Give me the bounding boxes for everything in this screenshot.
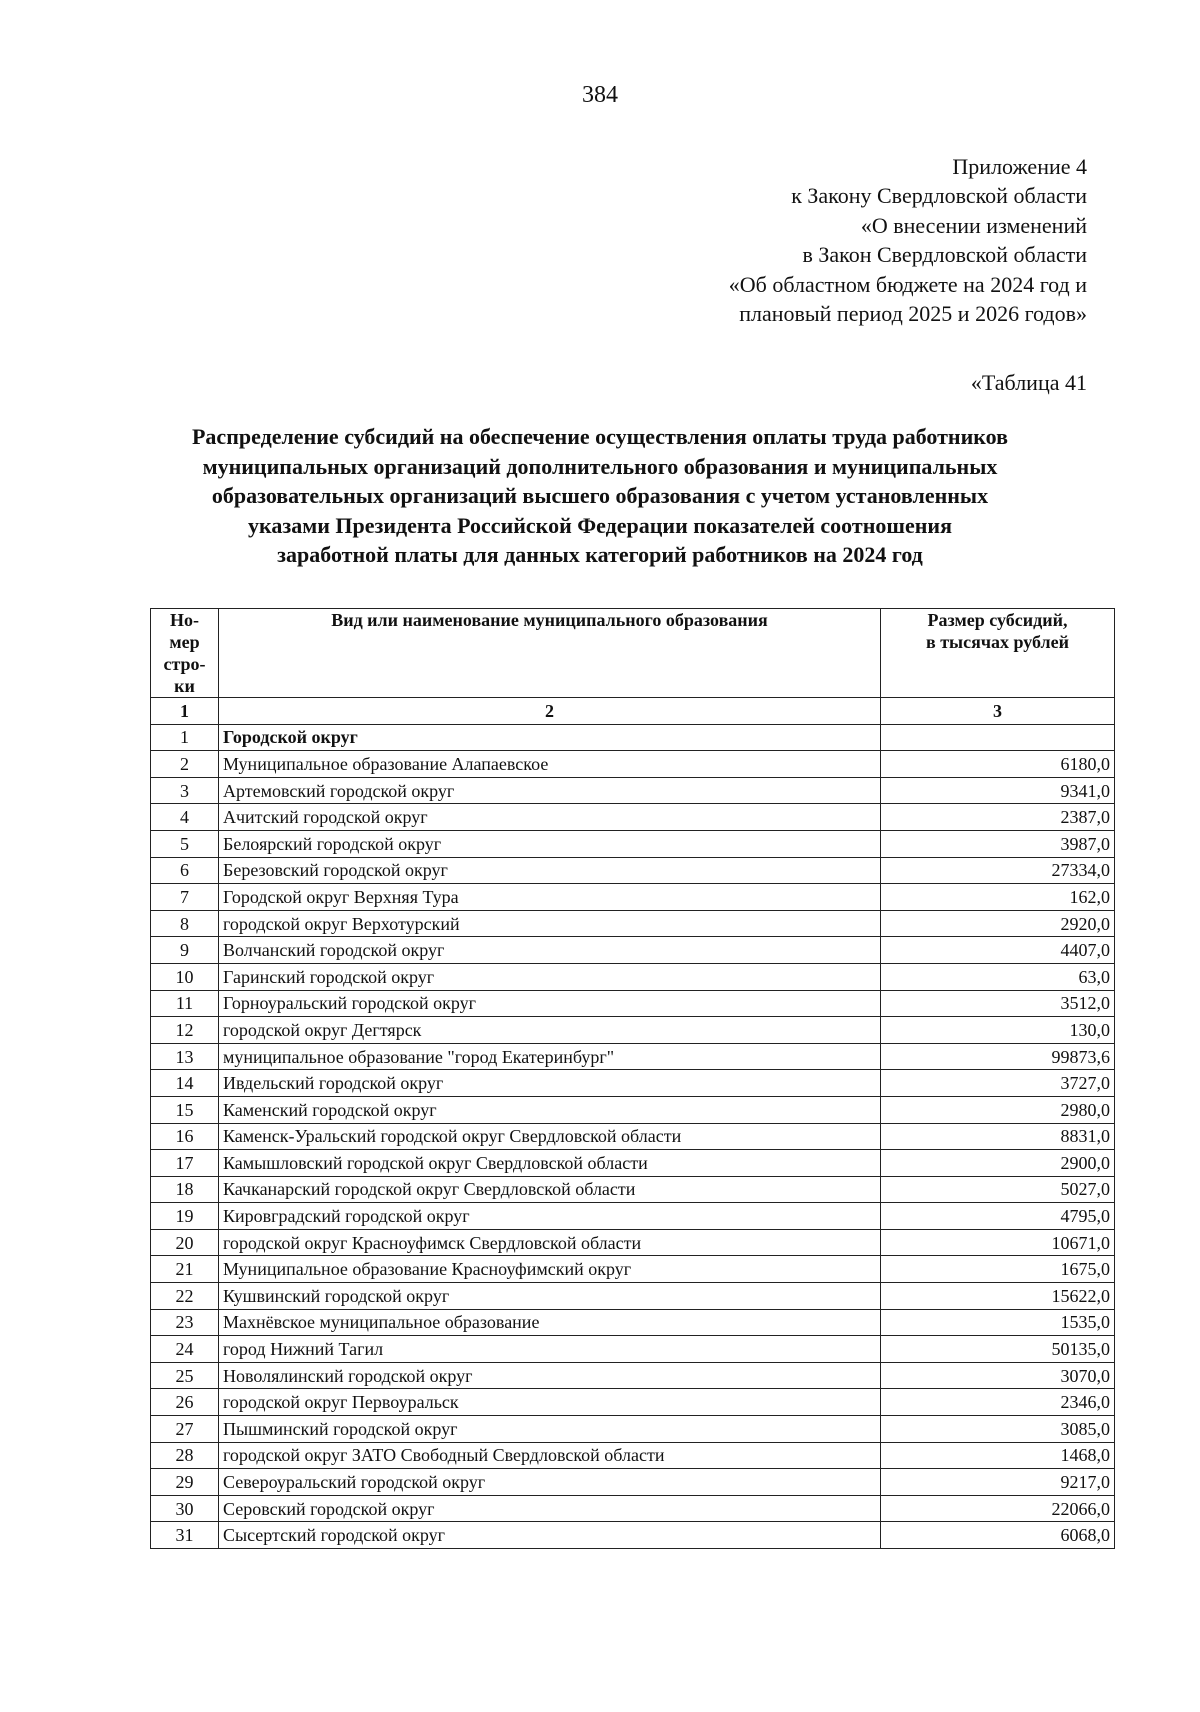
row-value: 4795,0 — [881, 1203, 1115, 1230]
table-row — [151, 1336, 1115, 1363]
row-value: 4407,0 — [881, 937, 1115, 964]
row-number: 20 — [151, 1229, 219, 1256]
row-value: 3727,0 — [881, 1070, 1115, 1097]
row-name: Кушвинский городской округ — [219, 1283, 881, 1310]
column-number: 3 — [881, 698, 1115, 725]
row-name: Качканарский городской округ Свердловской области — [219, 1176, 881, 1203]
row-value: 1535,0 — [881, 1309, 1115, 1336]
row-number: 26 — [151, 1389, 219, 1416]
table-row — [151, 1522, 1115, 1549]
row-number: 12 — [151, 1017, 219, 1044]
table-header-row — [151, 609, 1115, 698]
table-row — [151, 1150, 1115, 1177]
row-name: город Нижний Тагил — [219, 1336, 881, 1363]
appendix-reference — [729, 152, 1087, 328]
appendix-line: к Закону Свердловской области — [791, 183, 1087, 209]
row-number: 6 — [151, 857, 219, 884]
title-line: образовательных организаций высшего образования с учетом установленных — [211, 483, 989, 508]
row-name: Муниципальное образование Алапаевское — [219, 751, 881, 778]
row-number: 4 — [151, 804, 219, 831]
table-row — [151, 1389, 1115, 1416]
row-value: 6068,0 — [881, 1522, 1115, 1549]
row-number: 13 — [151, 1043, 219, 1070]
table-row — [151, 963, 1115, 990]
row-value: 162,0 — [881, 884, 1115, 911]
table-row — [151, 1495, 1115, 1522]
row-name: Кировградский городской округ — [219, 1203, 881, 1230]
appendix-line: «О внесении изменений — [860, 212, 1087, 238]
table-row — [151, 884, 1115, 911]
table-row — [151, 910, 1115, 937]
row-value: 3987,0 — [881, 830, 1115, 857]
row-name: Махнёвское муниципальное образование — [219, 1309, 881, 1336]
row-name: городской округ Верхотурский — [219, 910, 881, 937]
table-row — [151, 830, 1115, 857]
appendix-line: плановый период 2025 и 2026 годов» — [739, 301, 1087, 327]
row-name: Камышловский городской округ Свердловской области — [219, 1150, 881, 1177]
title-line: Распределение субсидий на обеспечение осуществления оплаты труда работников — [191, 424, 1008, 449]
document-title — [0, 422, 1200, 570]
row-number: 2 — [151, 751, 219, 778]
row-name: Муниципальное образование Красноуфимский округ — [219, 1256, 881, 1283]
table-row — [151, 1070, 1115, 1097]
row-number: 23 — [151, 1309, 219, 1336]
title-line: заработной платы для данных категорий работников на 2024 год — [277, 542, 923, 567]
row-number: 29 — [151, 1469, 219, 1496]
row-number: 28 — [151, 1442, 219, 1469]
row-value: 99873,6 — [881, 1043, 1115, 1070]
row-value: 2900,0 — [881, 1150, 1115, 1177]
table-row — [151, 1256, 1115, 1283]
table-row — [151, 1203, 1115, 1230]
table-row — [151, 777, 1115, 804]
table-row — [151, 1283, 1115, 1310]
row-name: Горноуральский городской округ — [219, 990, 881, 1017]
row-number: 22 — [151, 1283, 219, 1310]
row-name: Белоярский городской округ — [219, 830, 881, 857]
header-row-number: Но- мер стро- ки — [151, 609, 219, 698]
appendix-line: Приложение 4 — [952, 154, 1087, 179]
table-row — [151, 1362, 1115, 1389]
row-value: 3070,0 — [881, 1362, 1115, 1389]
row-number: 5 — [151, 830, 219, 857]
table-row — [151, 724, 1115, 751]
table-row — [151, 804, 1115, 831]
row-value: 50135,0 — [881, 1336, 1115, 1363]
row-value: 3512,0 — [881, 990, 1115, 1017]
row-value: 1468,0 — [881, 1442, 1115, 1469]
table-row — [151, 1469, 1115, 1496]
row-number: 3 — [151, 777, 219, 804]
row-name: городской округ Первоуральск — [219, 1389, 881, 1416]
row-name: Серовский городской округ — [219, 1495, 881, 1522]
column-number: 2 — [219, 698, 881, 725]
row-number: 24 — [151, 1336, 219, 1363]
row-name: Ачитский городской округ — [219, 804, 881, 831]
row-number: 15 — [151, 1096, 219, 1123]
row-name: Каменский городской округ — [219, 1096, 881, 1123]
row-number: 16 — [151, 1123, 219, 1150]
row-value: 3085,0 — [881, 1416, 1115, 1443]
row-number: 1 — [151, 724, 219, 751]
row-name: Ивдельский городской округ — [219, 1070, 881, 1097]
row-number: 30 — [151, 1495, 219, 1522]
row-number: 19 — [151, 1203, 219, 1230]
row-value: 27334,0 — [881, 857, 1115, 884]
row-value: 9217,0 — [881, 1469, 1115, 1496]
row-value: 15622,0 — [881, 1283, 1115, 1310]
row-value: 2387,0 — [881, 804, 1115, 831]
row-number: 9 — [151, 937, 219, 964]
table-row — [151, 857, 1115, 884]
row-value: 22066,0 — [881, 1495, 1115, 1522]
row-name: муниципальное образование "город Екатеринбург" — [219, 1043, 881, 1070]
row-value: 63,0 — [881, 963, 1115, 990]
row-value: 5027,0 — [881, 1176, 1115, 1203]
row-number: 18 — [151, 1176, 219, 1203]
header-value: Размер субсидий, в тысячах рублей — [881, 609, 1115, 698]
row-number: 11 — [151, 990, 219, 1017]
row-name: Артемовский городской округ — [219, 777, 881, 804]
row-value: 6180,0 — [881, 751, 1115, 778]
subsidies-table — [150, 608, 1115, 1549]
table-row — [151, 1123, 1115, 1150]
row-value: 2920,0 — [881, 910, 1115, 937]
table-row — [151, 1229, 1115, 1256]
row-number: 25 — [151, 1362, 219, 1389]
table-row — [151, 1416, 1115, 1443]
table-row — [151, 1043, 1115, 1070]
row-name: Сысертский городской округ — [219, 1522, 881, 1549]
table-row — [151, 1017, 1115, 1044]
table-row — [151, 751, 1115, 778]
row-value: 10671,0 — [881, 1229, 1115, 1256]
row-name: Гаринский городской округ — [219, 963, 881, 990]
table-row — [151, 1176, 1115, 1203]
row-value: 130,0 — [881, 1017, 1115, 1044]
table-row — [151, 1309, 1115, 1336]
header-name: Вид или наименование муниципального образования — [219, 609, 881, 698]
row-value: 1675,0 — [881, 1256, 1115, 1283]
table-reference: «Таблица 41 — [970, 370, 1087, 395]
appendix-line: «Об областном бюджете на 2024 год и — [728, 271, 1087, 297]
row-number: 7 — [151, 884, 219, 911]
table-row — [151, 937, 1115, 964]
page-number: 384 — [582, 82, 618, 108]
row-name: городской округ Дегтярск — [219, 1017, 881, 1044]
title-line: муниципальных организаций дополнительного образования и муниципальных — [202, 453, 998, 479]
title-line: указами Президента Российской Федерации показателей соотношения — [248, 512, 952, 538]
row-name: Городской округ — [219, 724, 881, 751]
row-value: 8831,0 — [881, 1123, 1115, 1150]
column-numbers-row — [151, 698, 1115, 725]
table-row — [151, 1096, 1115, 1123]
row-number: 27 — [151, 1416, 219, 1443]
row-name: городской округ ЗАТО Свободный Свердловской области — [219, 1442, 881, 1469]
row-number: 17 — [151, 1150, 219, 1177]
table-row — [151, 1442, 1115, 1469]
row-number: 14 — [151, 1070, 219, 1097]
row-name: Североуральский городской округ — [219, 1469, 881, 1496]
row-number: 8 — [151, 910, 219, 937]
row-name: Березовский городской округ — [219, 857, 881, 884]
row-name: Городской округ Верхняя Тура — [219, 884, 881, 911]
column-number: 1 — [151, 698, 219, 725]
row-value: 2980,0 — [881, 1096, 1115, 1123]
row-value: 9341,0 — [881, 777, 1115, 804]
row-name: Волчанский городской округ — [219, 937, 881, 964]
row-value: 2346,0 — [881, 1389, 1115, 1416]
row-number: 10 — [151, 963, 219, 990]
row-number: 31 — [151, 1522, 219, 1549]
row-value — [881, 724, 1115, 751]
row-name: Пышминский городской округ — [219, 1416, 881, 1443]
row-number: 21 — [151, 1256, 219, 1283]
row-name: городской округ Красноуфимск Свердловской области — [219, 1229, 881, 1256]
table-row — [151, 990, 1115, 1017]
appendix-line: в Закон Свердловской области — [802, 242, 1087, 268]
row-name: Новолялинский городской округ — [219, 1362, 881, 1389]
row-name: Каменск-Уральский городской округ Свердловской области — [219, 1123, 881, 1150]
